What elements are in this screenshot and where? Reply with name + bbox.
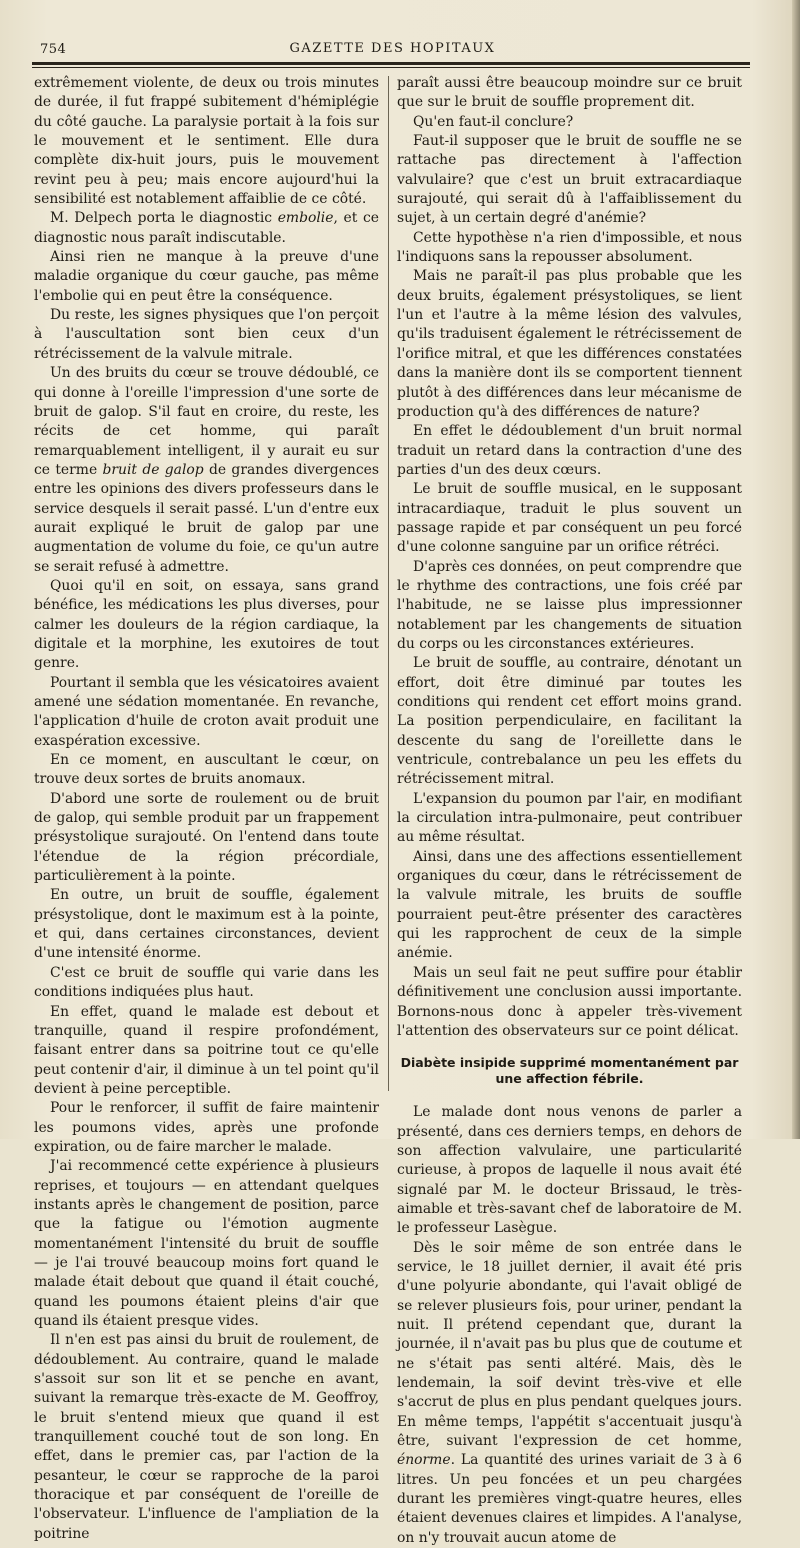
paragraph: Mais un seul fait ne peut suffire pour établir définitivement une conclusion aussi importante. Bornons-nous donc à appeler très-vivement l'attention des observateurs sur ce point délicat.	[397, 964, 742, 1039]
header-rule-thick	[32, 62, 750, 65]
column-divider	[388, 76, 389, 1091]
paragraph-text: , et ce diagnostic nous paraît indiscutable.	[34, 210, 379, 246]
paragraph: paraît aussi être beaucoup moindre sur ce bruit que sur le bruit de souffle proprement dit.	[397, 75, 742, 111]
paragraph: En ce moment, en auscultant le cœur, on trouve deux sortes de bruits anomaux.	[34, 752, 379, 788]
paragraph: C'est ce bruit de souffle qui varie dans les conditions indiquées plus haut.	[34, 964, 379, 1001]
page-edge-shadow	[792, 0, 800, 1139]
paragraph-text: de grandes divergences entre les opinions des divers professeurs dans le service desquels il serait passé. L'un d'entre eux aurait expliqué le bruit de galop par une augmentation de volume du foie, ce qu'un autre se serait refusé à admettre.	[34, 461, 379, 575]
paragraph: Quoi qu'il en soit, on essaya, sans grand bénéfice, les médications les plus diverses, pour calmer les douleurs de la région cardiaque, la digitale et la morphine, les exutoires de tout genre.	[34, 577, 379, 672]
running-title: GAZETTE DES HOPITAUX	[289, 41, 496, 56]
paragraph: Du reste, les signes physiques que l'on perçoit à l'auscultation sont bien ceux d'un rétrécissement de la valvule mitrale.	[34, 307, 379, 362]
paragraph: Ainsi rien ne manque à la preuve d'une maladie organique du cœur gauche, pas même l'embolie qui en peut être la conséquence.	[34, 249, 379, 304]
paragraph: Mais ne paraît-il pas plus probable que les deux bruits, également présystoliques, se lient l'un et l'autre à la même lésion des valvules, qu'ils traduisent également le rétrécissement de l'orifice mitral, et que les différences constatées dans la manière dont ils se comportent tiennent plutôt à des différences dans leur mécanisme de production qu'à des différences de nature?	[397, 268, 742, 420]
right-column	[397, 74, 742, 1548]
paragraph: L'expansion du poumon par l'air, en modifiant la circulation intra-pulmonaire, peut contribuer au même résultat.	[397, 790, 742, 846]
paragraph	[34, 364, 379, 577]
paragraph: J'ai recommencé cette expérience à plusieurs reprises, et toujours — en attendant quelques instants après le changement de position, parce que la fatigue ou l'émotion augmente momentanément l'intensité du bruit de souffle — je l'ai trouvé beaucoup moins fort quand le malade était debout que quand il était couché, quand les poumons étaient pleins d'air que quand ils étaient presque vides.	[34, 1158, 379, 1329]
left-column	[34, 74, 379, 1544]
paragraph-text: Un des bruits du cœur se trouve dédoublé, ce qui donne à l'oreille l'impression d'une sorte de bruit de galop. S'il faut en croire, du reste, les récits de cet homme, qui paraît remarquablement intelligent, il y aurait eu sur ce terme	[34, 365, 379, 478]
paragraph: Le malade dont nous venons de parler a présenté, dans ces derniers temps, en dehors de son affection valvulaire, une particularité curieuse, à propos de laquelle il nous avait été signalé par M. le docteur Brissaud, le très-aimable et très-savant chef de laboratoire de M. le professeur Lasègue.	[397, 1104, 742, 1237]
header-rule-thin	[32, 67, 750, 68]
italic-term: embolie	[277, 210, 334, 227]
paragraph: D'abord une sorte de roulement ou de bruit de galop, qui semble produit par un frappement présystolique surajouté. On l'entend dans toute l'étendue de la région précordiale, particulièrement à la pointe.	[34, 790, 379, 885]
paragraph: En outre, un bruit de souffle, également présystolique, dont le maximum est à la pointe, et qui, dans certaines circonstances, devient d'une intensité énorme.	[34, 887, 379, 962]
paragraph: Ainsi, dans une des affections essentiellement organiques du cœur, dans le rétrécissement de la valvule mitrale, les bruits de souffle pourraient peut-être présenter des caractères qui les rapprochent de ceux de la simple anémie.	[397, 848, 742, 962]
paragraph: Faut-il supposer que le bruit de souffle ne se rattache pas directement à l'affection valvulaire? que c'est un bruit extracardiaque surajouté, qui serait dû à l'affaiblissement du sujet, à un certain degré d'anémie?	[397, 133, 742, 227]
paragraph-text: . La quantité des urines variait de 3 à 6 litres. Un peu foncées et un peu chargées durant les premières vingt-quatre heures, elles étaient devenues claires et limpides. A l'analyse, on n'y trouvait aucun atome de	[397, 1452, 742, 1546]
paragraph	[34, 209, 379, 248]
paragraph-text: M. Delpech porta le diagnostic	[50, 210, 278, 227]
paragraph: extrêmement violente, de deux ou trois minutes de durée, il fut frappé subitement d'hémiplégie du côté gauche. La paralysie portait à la fois sur le mouvement et le sentiment. Elle dura complète dix-huit jours, puis le mouvement revint peu à peu; mais encore aujourd'hui la sensibilité est notablement affaiblie de ce côté.	[34, 75, 379, 208]
paragraph-text: Dès le soir même de son entrée dans le service, le 18 juillet dernier, il avait été pris d'une polyurie abondante, qui l'avait obligé de se relever plusieurs fois, pour uriner, pendant la nuit. Il prétend cependant que, durant la journée, il n'avait pas bu plus que de coutume et ne s'était pas senti altéré. Mais, dès le lendemain, la soif devint très-vive et elle s'accrut de plus en plus pendant quelques jours. En même temps, l'appétit s'accentuait jusqu'à être, suivant l'expression de cet homme,	[397, 1239, 742, 1450]
page-number: 754	[40, 42, 67, 57]
paragraph: En effet le dédoublement d'un bruit normal traduit un retard dans la contraction d'une des parties d'un des deux cœurs.	[397, 423, 742, 478]
right-column-part-1	[397, 74, 742, 1041]
italic-term: bruit de galop	[102, 461, 204, 478]
paragraph: Le bruit de souffle musical, en le supposant intracardiaque, traduit le plus souvent un passage rapide et par conséquent un peu forcé d'une colonne sanguine par un orifice rétréci.	[397, 481, 742, 556]
paragraph: D'après ces données, on peut comprendre que le rhythme des contractions, une fois créé par l'habitude, ne se laisse plus impressionner notablement par les changements de situation du corps ou les circonstances extérieures.	[397, 558, 742, 652]
paragraph: Pourtant il sembla que les vésicatoires avaient amené une sédation momentanée. En revanche, l'application d'huile de croton avait produit une exaspération excessive.	[34, 674, 379, 749]
paragraph: Le bruit de souffle, au contraire, dénotant un effort, doit être diminué par toutes les conditions qui rendent cet effort moins grand. La position perpendiculaire, en facilitant la descente du sang de l'oreillette dans le ventricule, contrebalance un peu les effets du rétrécissement mitral.	[397, 655, 742, 788]
page-header	[30, 36, 755, 58]
right-column-part-2	[397, 1103, 742, 1548]
italic-term: énorme	[397, 1452, 451, 1469]
paragraph	[397, 1239, 742, 1548]
paragraph: Pour le renforcer, il suffit de faire maintenir les poumons vides, après une profonde expiration, ou de faire marcher le malade.	[34, 1100, 379, 1155]
paragraph: Il n'en est pas ainsi du bruit de roulement, de dédoublement. Au contraire, quand le malade s'assoit sur son lit et se penche en avant, suivant la remarque très-exacte de M. Geoffroy, le bruit s'entend mieux que quand il est tranquillement couché tout de son long. En effet, dans le premier cas, par l'action de la pesanteur, le cœur se rapproche de la paroi thoracique et par conséquent de l'oreille de l'observateur. L'influence de l'ampliation de la poitrine	[34, 1332, 379, 1542]
paragraph: Cette hypothèse n'a rien d'impossible, et nous l'indiquons sans la repousser absolument.	[397, 229, 742, 266]
section-heading: Diabète insipide supprimé momentanément par une affection fébrile.	[400, 1055, 739, 1087]
paragraph: Qu'en faut-il conclure?	[413, 113, 574, 130]
paragraph: En effet, quand le malade est debout et tranquille, quand il respire profondément, faisant entrer dans sa poitrine tout ce qu'elle peut contenir d'air, il diminue à un tel point qu'il devient à peine perceptible.	[34, 1003, 379, 1097]
